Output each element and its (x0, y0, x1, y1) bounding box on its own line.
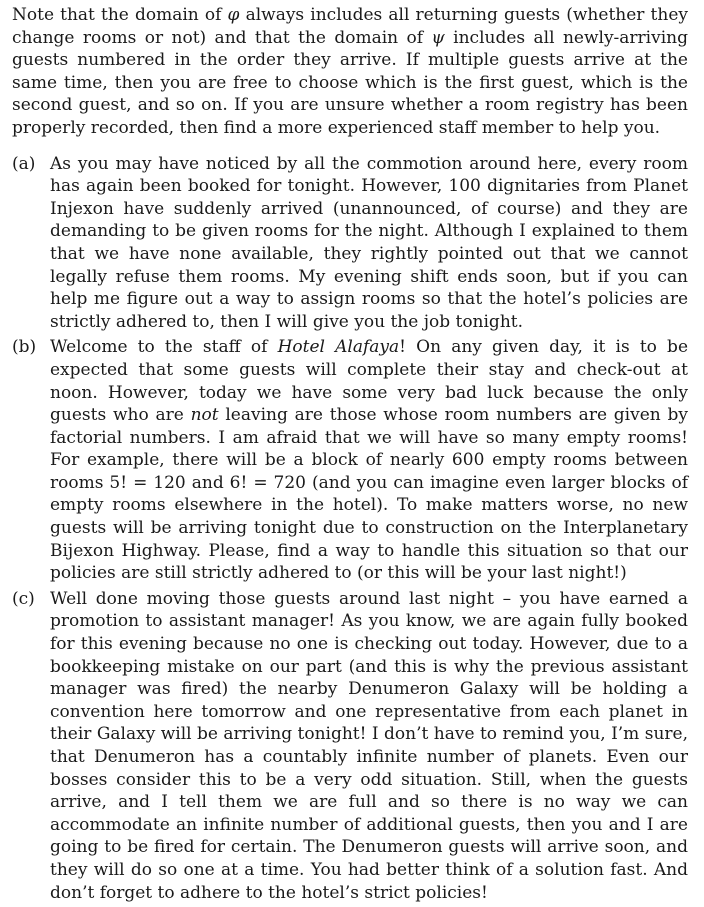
psi-symbol: ψ (431, 27, 445, 48)
list-item-a (12, 153, 688, 334)
phi-symbol: φ (227, 5, 240, 25)
intro-text-1: Note that the domain of (12, 5, 228, 25)
intro-text-2: always includes all returning guests (whether they change rooms or not) and that the domain of (12, 5, 688, 48)
intro-paragraph (12, 4, 688, 140)
item-marker-b: (b) (12, 337, 37, 358)
item-text-b (50, 336, 688, 585)
emphasis-not: not (190, 405, 219, 426)
list-item-c (12, 588, 688, 904)
item-b-pre: Welcome to the staff of (50, 337, 278, 358)
problem-list (12, 153, 688, 905)
item-text-c: Well done moving those guests around last night – you have earned a promotion to assistant manager! As you know, we are again fully booked for this evening because no one is checking out today. However, due to a bookkeeping mistake on our part (and this is why the previous assistant manager was fired) the nearby Denumeron Galaxy will be holding a convention here tomorrow and one representative from each planet in their Galaxy will be arriving tonight! I don’t have to remind you, I’m sure, that Denumeron has a countably infinite number of planets. Even our bosses consider this to be a very odd situation. Still, when the guests arrive, and I tell them we are full and so there is no way we can accommodate an infinite number of additional guests, then you and I are going to be fired for certain. The Denumeron guests will arrive soon, and they will do so one at a time. You had better think of a solution fast. And don’t forget to adhere to the hotel’s strict policies! (50, 588, 688, 903)
item-text-a: As you may have noticed by all the commotion around here, every room has again been booked for tonight. However, 100 dignitaries from Planet Injexon have suddenly arrived (unannounced, of course) and they are demanding to be given rooms for the night. Although I explained to them that we have none available, they rightly pointed out that we cannot legally refuse them rooms. My evening shift ends soon, but if you can help me figure out a way to assign rooms so that the hotel’s policies are strictly adhered to, then I will give you the job tonight. (50, 153, 688, 332)
intro-text-3: includes all newly-arriving guests numbered in the order they arrive. If multiple guests arrive at the same time, then you are free to choose which is the first guest, which is the second guest, and so on. If you are unsure whether a room registry has been properly recorded, then find a more experienced staff member to help you. (12, 27, 688, 138)
item-b-mid: ! On any given day, it is to be expected that some guests will complete their stay and check-out at noon. However, today we have some very bad luck because the only guests who are (50, 337, 689, 426)
item-marker-a: (a) (12, 153, 36, 174)
hotel-name: Hotel Alafaya (277, 337, 400, 358)
list-item-b (12, 336, 688, 585)
document-page (12, 4, 688, 907)
item-marker-c: (c) (12, 588, 35, 609)
item-b-rest: leaving are those whose room numbers are given by factorial numbers. I am afraid that we will have so many empty rooms! For example, there will be a block of nearly 600 empty rooms between rooms 5! = 120 and 6! = 720 (and you can imagine even larger blocks of empty rooms elsewhere in the hotel). To make matters worse, no new guests will be arriving tonight due to construction on the Interplanetary Bijexon Highway. Please, find a way to handle this situation so that our policies are still strictly adhered to (or this will be your last night!) (50, 405, 688, 584)
